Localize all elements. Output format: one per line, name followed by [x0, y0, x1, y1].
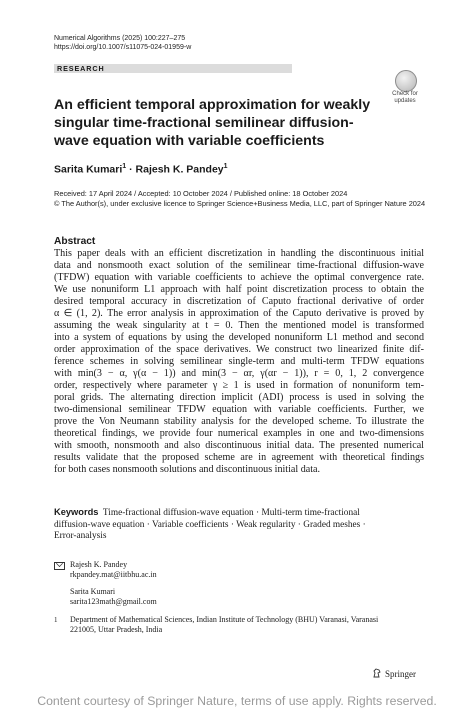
badge-label: Check for updates [392, 91, 418, 104]
contact-name: Sarita Kumari [70, 587, 116, 596]
abstract-text [54, 248, 424, 476]
courtesy-notice: Content courtesy of Springer Nature, terms of use apply. Rights reserved. [37, 694, 437, 708]
contact-entry [70, 587, 157, 607]
abstract-line: theoretical findings, we provide four numerical examples in one and two-dimensions [54, 428, 424, 439]
contact-name: Rajesh K. Pandey [70, 560, 128, 569]
keywords-line: Error-analysis [54, 531, 107, 541]
author-name[interactable]: Rajesh K. Pandey [135, 163, 224, 176]
article-title: An efficient temporal approximation for weakly singular time-fractional semilinear diffusion-wave equation with variable coefficients [54, 97, 371, 149]
abstract-line: with min(3 − α, γ(α − 1)) and min(3 − αr, γ(αr − 1)), r = 0, 1, 2 convergence [54, 368, 424, 379]
abstract-line: (TFDW) equation with variable coefficients to achieve the optimal convergence rate. [54, 272, 424, 283]
abstract-line: α ∈ (1, 2). The error analysis in approximation of the Caputo derivative is proved by [54, 308, 424, 319]
keywords-line: diffusion-wave equation · Variable coefficients · Weak regularity · Graded meshes · [54, 519, 366, 530]
publication-dates: Received: 17 April 2024 / Accepted: 10 October 2024 / Published online: 18 October 2024 [54, 189, 348, 198]
affiliation-text [70, 615, 424, 635]
abstract-line: ference schemes in solving semilinear single-term and multi-term TFDW equations [54, 356, 424, 367]
contact-email[interactable]: rkpandey.mat@iitbhu.ac.in [70, 570, 157, 579]
author-affiliation-marker: 1 [223, 163, 228, 170]
abstract-line: desired temporal accuracy in discretization of Caputo fractional derivative of order [54, 296, 424, 307]
keywords-block [54, 507, 424, 543]
affiliation-line: 221005, Uttar Pradesh, India [70, 625, 163, 634]
abstract-line: order, respectively where parameter γ ≥ 1 is used in formation of nonuniform tem- [54, 380, 424, 391]
author-name[interactable]: Sarita Kumari [54, 163, 123, 176]
check-updates-icon [395, 70, 417, 92]
author-separator: · [129, 163, 133, 176]
springer-horse-icon [372, 668, 382, 678]
section-label: RESEARCH [57, 64, 105, 73]
article-history [54, 189, 425, 208]
abstract-line: for both cases nonsmooth solutions and discontinuous initial data. [54, 464, 321, 475]
envelope-icon [54, 562, 65, 570]
keywords-heading: Keywords [54, 507, 99, 517]
abstract-line: with smooth, nonsmooth and also discontinuous initial data. The presented numerical [54, 440, 424, 451]
journal-citation [54, 34, 191, 52]
contact-email[interactable]: sarita123math@gmail.com [70, 597, 157, 606]
contact-entry [70, 560, 157, 580]
abstract-line: results validate that the proposed scheme are in agreement with theoretical findings [54, 452, 424, 463]
abstract-line: data and nonsmooth exact solution of the semilinear time-fractional diffusion-wave [54, 260, 424, 271]
author-affiliation-marker: 1 [122, 163, 127, 170]
publisher-name: Springer [385, 669, 416, 679]
abstract-line: poral grids. The alternating direction implicit (ADI) process is used in solving the [54, 392, 424, 403]
abstract-heading: Abstract [54, 236, 96, 247]
copyright-line: © The Author(s), under exclusive licence to Springer Science+Business Media, LLC, part of Springer Nature 2024 [54, 198, 426, 208]
keywords-line: Time-fractional diffusion-wave equation · Multi-term time-fractional [102, 508, 360, 518]
journal-volume-line: Numerical Algorithms (2025) 100:227–275 [54, 35, 186, 42]
abstract-line: into a system of equations by using the developed nonuniform L1 method and second [54, 332, 424, 343]
doi-link[interactable]: https://doi.org/10.1007/s11075-024-01959-w [54, 44, 192, 51]
abstract-line: We use nonuniform L1 approach with half point discretization process to obtain the [54, 284, 424, 295]
publisher-mark [372, 668, 416, 680]
abstract-line: two-dimensional semilinear TFDW equation with variable coefficients. Further, we [54, 404, 424, 415]
abstract-line: This paper deals with an efficient discretization in handling the discontinuous initial [54, 248, 424, 259]
affiliation-number: 1 [54, 616, 58, 624]
author-list [54, 160, 228, 177]
abstract-line: assuming the weak singularity at t = 0. Then the mentioned model is transformed [54, 320, 424, 331]
abstract-line: order approximation of the space derivatives. We construct two linearized finite dif- [54, 344, 424, 355]
abstract-line: prove the Von Neumann stability analysis for the developed scheme. To illustrate the [54, 416, 424, 427]
affiliation-line: Department of Mathematical Sciences, Indian Institute of Technology (BHU) Varanasi, Varanasi [70, 615, 379, 624]
check-for-updates-badge[interactable] [386, 70, 424, 106]
